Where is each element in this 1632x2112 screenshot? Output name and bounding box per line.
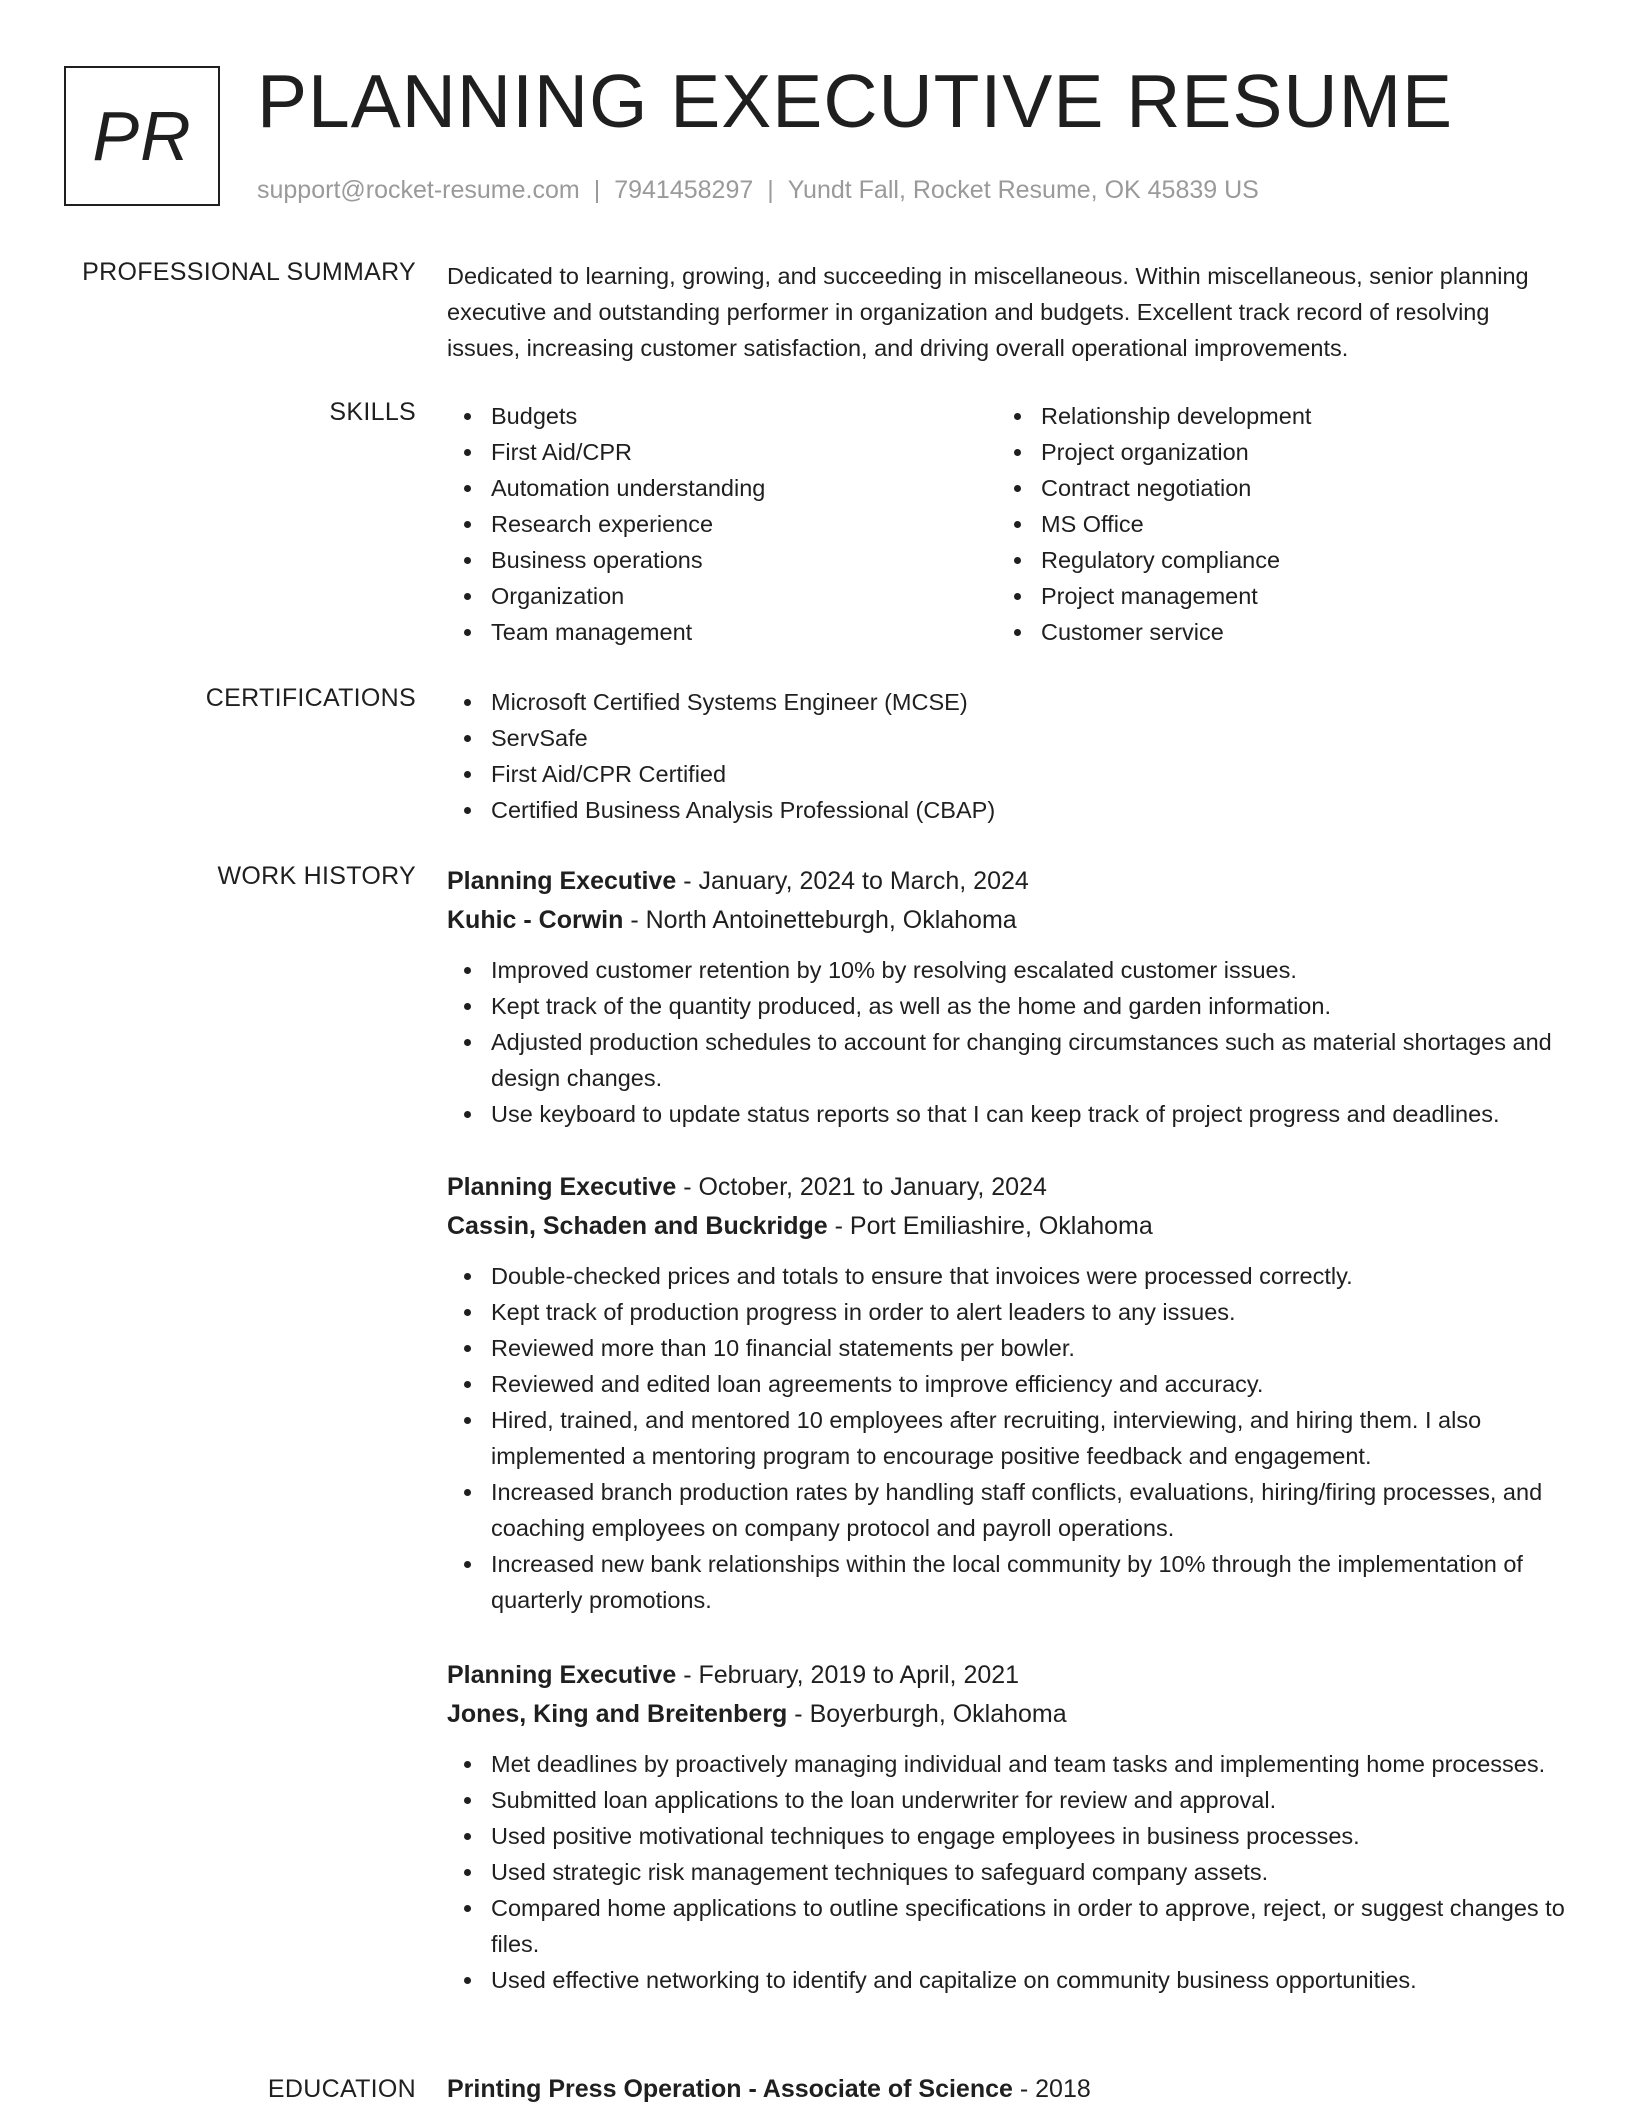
skill-item: Contract negotiation <box>997 470 1547 506</box>
skills-columns <box>447 398 1567 650</box>
job-bullet: Met deadlines by proactively managing individual and team tasks and implementing home processes. <box>447 1746 1567 1782</box>
summary-text: Dedicated to learning, growing, and succeeding in miscellaneous. Within miscellaneous, senior planning executive and outstanding performer in organization and budgets. Excellent track record of resolving issues, increasing customer satisfaction, and driving overall operational improvements. <box>447 263 1529 361</box>
certifications-content <box>447 684 1567 828</box>
job-title: Planning Executive <box>447 867 677 895</box>
job-bullet: Kept track of the quantity produced, as well as the home and garden information. <box>447 988 1567 1024</box>
skill-item: MS Office <box>997 506 1547 542</box>
job-entry <box>447 862 1567 1132</box>
certification-item: ServSafe <box>447 720 1567 756</box>
contact-phone[interactable]: 7941458297 <box>614 176 754 204</box>
education-year: 2018 <box>1035 2075 1091 2103</box>
job-company: Cassin, Schaden and Buckridge <box>447 1212 828 1240</box>
job-title-line <box>447 862 1567 901</box>
job-dates: February, 2019 to April, 2021 <box>698 1661 1020 1689</box>
job-dates: October, 2021 to January, 2024 <box>698 1173 1047 1201</box>
job-bullet: Kept track of production progress in order to alert leaders to any issues. <box>447 1294 1567 1330</box>
skills-list-left <box>447 398 997 650</box>
monogram-box <box>64 66 220 206</box>
job-bullet: Increased new bank relationships within the local community by 10% through the implementation of quarterly promotions. <box>447 1546 1567 1618</box>
job-bullet: Submitted loan applications to the loan underwriter for review and approval. <box>447 1782 1567 1818</box>
job-entry <box>447 1656 1567 1998</box>
dash: - <box>630 906 639 934</box>
job-bullet: Reviewed and edited loan agreements to improve efficiency and accuracy. <box>447 1366 1567 1402</box>
dash: - <box>834 1212 843 1240</box>
work-history-heading: WORK HISTORY <box>217 862 416 890</box>
job-company-line <box>447 1207 1567 1246</box>
skill-item: Team management <box>447 614 997 650</box>
skills-list-right <box>997 398 1547 650</box>
skill-item: Automation understanding <box>447 470 997 506</box>
skill-item: Project organization <box>997 434 1547 470</box>
job-title-line <box>447 1656 1567 1695</box>
skill-item: Project management <box>997 578 1547 614</box>
job-location: North Antoinetteburgh, Oklahoma <box>645 906 1017 934</box>
job-dates: January, 2024 to March, 2024 <box>698 867 1029 895</box>
job-title: Planning Executive <box>447 1661 677 1689</box>
job-bullet: Adjusted production schedules to account for changing circumstances such as material shortages and design changes. <box>447 1024 1567 1096</box>
dash: - <box>683 1661 692 1689</box>
job-company: Jones, King and Breitenberg <box>447 1700 788 1728</box>
job-bullet: Improved customer retention by 10% by resolving escalated customer issues. <box>447 952 1567 988</box>
education-degree: Printing Press Operation - Associate of Science <box>447 2075 1013 2103</box>
job-bullet: Increased branch production rates by handling staff conflicts, evaluations, hiring/firing processes, and coaching employees on company protocol and payroll operations. <box>447 1474 1567 1546</box>
skill-item: Budgets <box>447 398 997 434</box>
dash: - <box>683 867 692 895</box>
job-entry <box>447 1168 1567 1618</box>
job-bullet: Used strategic risk management techniques to safeguard company assets. <box>447 1854 1567 1890</box>
dash: - <box>683 1173 692 1201</box>
job-bullets <box>447 1258 1567 1618</box>
contact-address: Yundt Fall, Rocket Resume, OK 45839 US <box>787 176 1259 204</box>
job-bullets <box>447 1746 1567 1998</box>
certification-item: Microsoft Certified Systems Engineer (MCSE) <box>447 684 1567 720</box>
job-location: Boyerburgh, Oklahoma <box>809 1700 1067 1728</box>
skill-item: First Aid/CPR <box>447 434 997 470</box>
education-entry <box>447 2070 1567 2109</box>
job-bullet: Double-checked prices and totals to ensure that invoices were processed correctly. <box>447 1258 1567 1294</box>
certifications-list <box>447 684 1567 828</box>
monogram-initials: PR <box>92 97 192 175</box>
job-company-line <box>447 901 1567 940</box>
page-title: PLANNING EXECUTIVE RESUME <box>257 59 1454 143</box>
job-bullet: Use keyboard to update status reports so that I can keep track of project progress and deadlines. <box>447 1096 1567 1132</box>
job-bullets <box>447 952 1567 1132</box>
skill-item: Organization <box>447 578 997 614</box>
contact-separator: | <box>767 176 774 204</box>
skill-item: Relationship development <box>997 398 1547 434</box>
skill-item: Customer service <box>997 614 1547 650</box>
dash: - <box>794 1700 803 1728</box>
summary-heading: PROFESSIONAL SUMMARY <box>82 258 416 286</box>
skill-item: Regulatory compliance <box>997 542 1547 578</box>
job-company-line <box>447 1695 1567 1734</box>
dash: - <box>1019 2075 1029 2103</box>
job-bullet: Used effective networking to identify and capitalize on community business opportunities. <box>447 1962 1567 1998</box>
skill-item: Business operations <box>447 542 997 578</box>
contact-email[interactable]: support@rocket-resume.com <box>257 176 580 204</box>
education-heading: EDUCATION <box>267 2075 416 2103</box>
job-title: Planning Executive <box>447 1173 677 1201</box>
skills-heading: SKILLS <box>329 398 416 426</box>
contact-line <box>257 176 1259 205</box>
certifications-heading: CERTIFICATIONS <box>205 684 416 712</box>
job-title-line <box>447 1168 1567 1207</box>
job-bullet: Reviewed more than 10 financial statements per bowler. <box>447 1330 1567 1366</box>
job-company: Kuhic - Corwin <box>447 906 624 934</box>
job-location: Port Emiliashire, Oklahoma <box>849 1212 1153 1240</box>
certification-item: First Aid/CPR Certified <box>447 756 1567 792</box>
contact-separator: | <box>593 176 601 204</box>
certification-item: Certified Business Analysis Professional (CBAP) <box>447 792 1567 828</box>
job-bullet: Hired, trained, and mentored 10 employees after recruiting, interviewing, and hiring them. I also implemented a mentoring program to encourage positive feedback and engagement. <box>447 1402 1567 1474</box>
job-bullet: Compared home applications to outline specifications in order to approve, reject, or suggest changes to files. <box>447 1890 1567 1962</box>
job-bullet: Used positive motivational techniques to engage employees in business processes. <box>447 1818 1567 1854</box>
skill-item: Research experience <box>447 506 997 542</box>
